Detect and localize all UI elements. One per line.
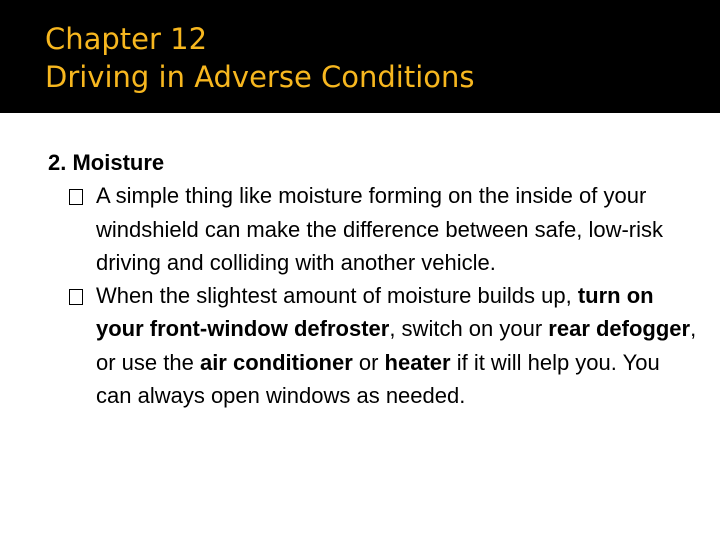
box-glyph-icon	[69, 189, 83, 205]
bullet-text-segment: or	[352, 349, 385, 375]
bullet-text	[96, 283, 696, 408]
title-line-topic: Driving in Adverse Conditions	[45, 60, 475, 94]
bullet-text-segment: When the slightest amount of moisture builds up,	[96, 283, 578, 309]
bullet-emphasis-heater: heater	[384, 349, 451, 375]
bullet-emphasis-defroster: turn on your front-window defroster	[96, 283, 654, 342]
title-line-chapter: Chapter 12	[45, 22, 208, 56]
slide-body	[48, 146, 698, 412]
slide-title	[45, 20, 475, 96]
box-glyph-icon	[69, 289, 83, 305]
bullet-emphasis-air-conditioner: air conditioner	[199, 349, 353, 375]
bullet-list	[48, 179, 698, 412]
bullet-emphasis-defogger: rear defogger	[548, 316, 691, 342]
bullet-text-segment: if it will help you. You can always open windows as needed.	[96, 349, 660, 409]
bullet-text: A simple thing like moisture forming on the inside of your windshield can make the difference between safe, low-risk driving and colliding with another vehicle.	[96, 183, 664, 275]
bullet-item	[48, 279, 698, 412]
bullet-text-segment: , or use the	[96, 316, 697, 375]
bullet-item	[48, 179, 698, 279]
section-heading: 2. Moisture	[48, 150, 165, 175]
title-bar	[0, 0, 720, 113]
bullet-text-segment: , switch on your	[389, 316, 549, 342]
